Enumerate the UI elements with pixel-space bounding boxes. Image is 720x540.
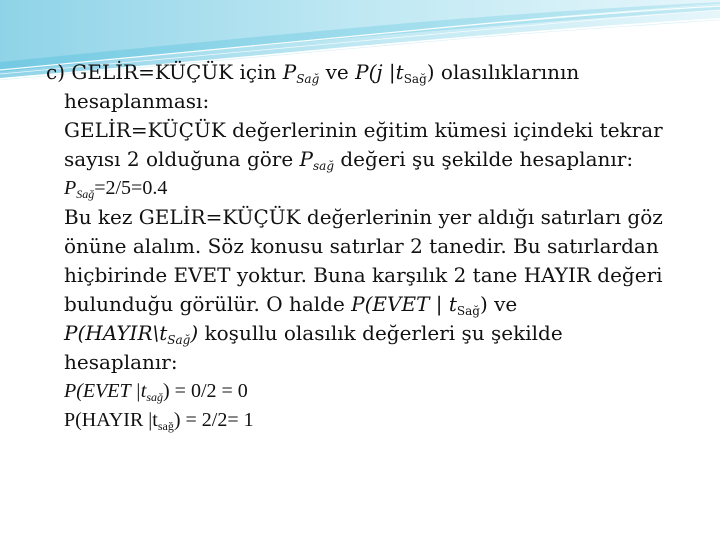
formula-lhs: P(EVET |t [64, 380, 147, 402]
p-symbol: P [64, 177, 77, 199]
para2-text-ve: ) ve [479, 292, 518, 316]
para1-line2 [46, 145, 696, 174]
para1-text-end: değeri şu şekilde hesaplanır: [334, 147, 634, 171]
para2-text-end: koşullu olasılık değerleri şu şekilde [198, 321, 563, 345]
pj-symbol: P(j |t [355, 60, 404, 84]
p-evet-symbol: P(EVET | t [351, 292, 457, 316]
p-hayir-symbol: P(HAYIR\t [64, 321, 168, 345]
formula-p-hayir [46, 406, 696, 435]
t-subscript: Sağ [456, 304, 480, 318]
close-paren: ) [190, 321, 199, 345]
p-subscript: Sağ [76, 187, 95, 201]
header-line [46, 58, 696, 87]
header-text: c) GELİR=KÜÇÜK için [46, 60, 283, 84]
para1-text: sayısı 2 olduğuna göre [64, 147, 300, 171]
p-subscript: Sağ [296, 72, 320, 86]
header-text-end: ) olasılıklarının [426, 60, 580, 84]
p-symbol: P [282, 60, 297, 84]
para2-line1: Bu kez GELİR=KÜÇÜK değerlerinin yer aldığı satırları göz [64, 205, 663, 229]
t-subscript: Sağ [403, 72, 427, 86]
header-text-ve: ve [319, 60, 356, 84]
para2-line3: hiçbirinde EVET yoktur. Buna karşılık 2 tane HAYIR değeri [64, 263, 663, 287]
p-subscript: sağ [313, 159, 335, 173]
formula-rhs: ) = 2/2= 1 [173, 409, 254, 431]
para2-line6: hesaplanır: [64, 350, 178, 374]
para2-text: bulunduğu görülür. O halde [64, 292, 352, 316]
formula-value: =2/5=0.4 [94, 177, 168, 199]
t-subscript: sağ [157, 419, 174, 433]
para2-line5 [46, 319, 696, 348]
formula-p-evet [46, 377, 696, 406]
formula-p-sag [46, 174, 696, 203]
t-subscript: sağ [146, 390, 164, 404]
formula-rhs: ) = 0/2 = 0 [163, 380, 248, 402]
header-line-2: hesaplanması: [64, 89, 210, 113]
para2-line4 [46, 290, 696, 319]
para2-line2: önüne alalım. Söz konusu satırlar 2 tanedir. Bu satırlardan [64, 234, 659, 258]
slide-body [46, 58, 696, 435]
para1-line1: GELİR=KÜÇÜK değerlerinin eğitim kümesi içindeki tekrar [64, 118, 663, 142]
formula-lhs: P(HAYIR |t [64, 409, 158, 431]
p-symbol: P [299, 147, 314, 171]
t-subscript: Sağ [167, 333, 191, 347]
